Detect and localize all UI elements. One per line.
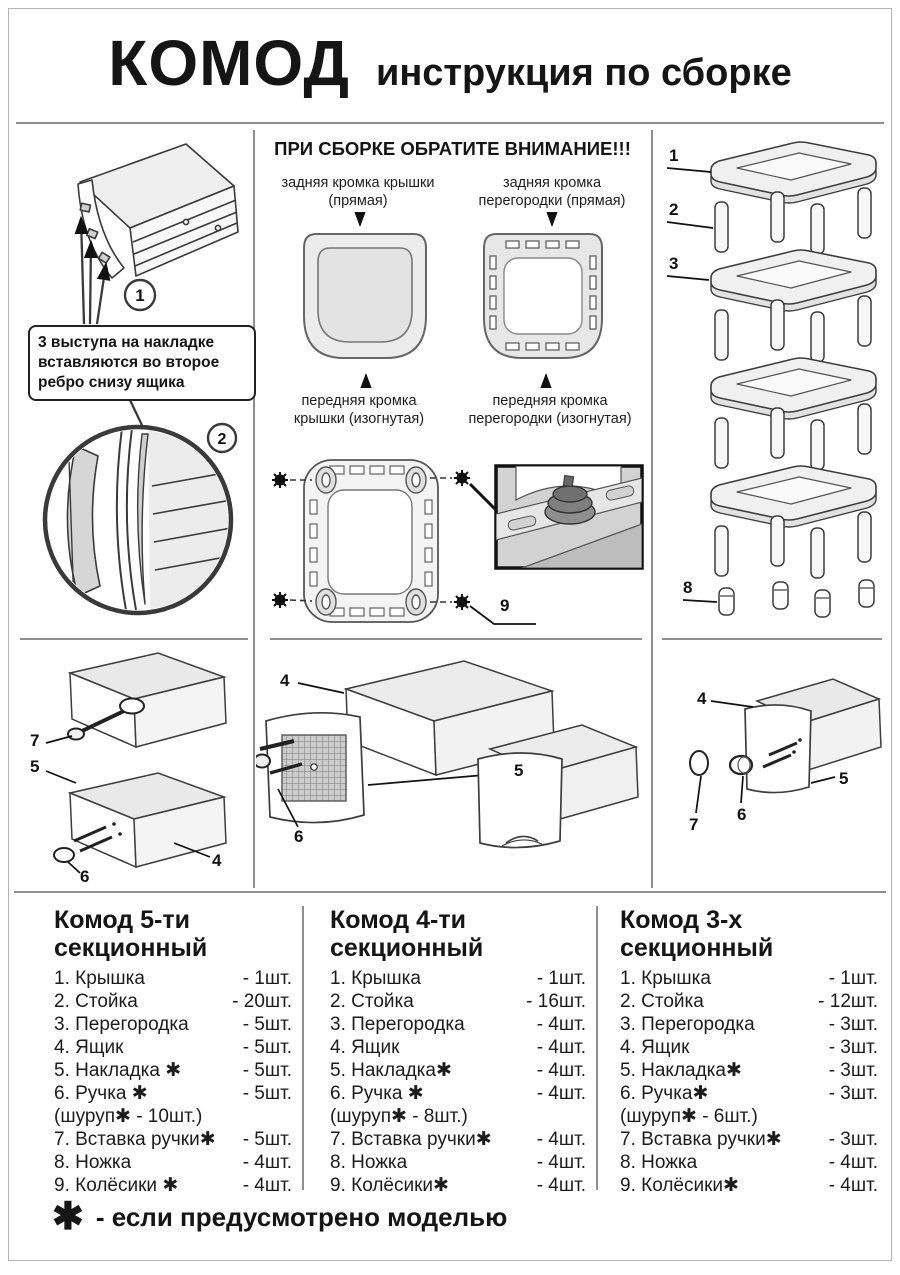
panel-overlay-detail — [18, 130, 252, 635]
part-label-9: 9 — [500, 596, 510, 615]
down-arrow-icon — [354, 212, 366, 230]
panel-drawers-left — [18, 645, 252, 887]
parts-list-item: (шуруп✱ - 6шт.) — [620, 1106, 758, 1127]
parts-list-item: 4. Ящик - 3шт. — [620, 1037, 878, 1058]
wheels-installation-drawing — [264, 448, 647, 633]
parts-list-3-section — [596, 900, 886, 1196]
part-label-2: 2 — [669, 200, 679, 219]
parts-list-title: Комод 5-ти секционный — [54, 906, 208, 962]
page-subtitle: инструкция по сборке — [375, 52, 792, 94]
part-label-7: 7 — [30, 731, 40, 750]
parts-list-item: 9. Колёсики✱ - 4шт. — [330, 1175, 586, 1196]
callout-note: 3 выступа на накладке вставляются во второе ребро снизу ящика — [28, 325, 256, 401]
part-label-6: 6 — [737, 805, 747, 824]
parts-list-item: 6. Ручка ✱ - 4шт. — [330, 1083, 586, 1104]
parts-lists — [14, 900, 886, 1196]
parts-list-item: 2. Стойка - 20шт. — [54, 991, 292, 1012]
part-label-7: 7 — [689, 815, 699, 834]
parts-list-item: 4. Ящик - 4шт. — [330, 1037, 586, 1058]
divider-lists-top — [14, 891, 886, 893]
parts-list-title: Комод 3-х секционный — [620, 906, 774, 962]
parts-list-item: 7. Вставка ручки✱ - 3шт. — [620, 1129, 878, 1150]
attention-heading: ПРИ СБОРКЕ ОБРАТИТЕ ВНИМАНИЕ!!! — [274, 138, 631, 159]
parts-list-item: 7. Вставка ручки✱ - 5шт. — [54, 1129, 292, 1150]
parts-list-items — [330, 967, 586, 1197]
up-arrow-icon — [540, 370, 552, 388]
parts-list-item: 6. Ручка✱ - 3шт. — [620, 1083, 878, 1104]
parts-list-item: 2. Стойка - 12шт. — [620, 991, 878, 1012]
panel-drawers-right — [653, 645, 889, 887]
parts-list-4-section — [302, 900, 596, 1196]
parts-list-item: 4. Ящик - 5шт. — [54, 1037, 292, 1058]
part-label-4: 4 — [280, 671, 290, 690]
caption-partition-back: задняя кромка перегородки (прямая) — [478, 175, 626, 210]
part-label-5: 5 — [30, 757, 40, 776]
panel-attention — [256, 130, 649, 635]
part-label-6: 6 — [294, 827, 304, 846]
divider-mid-left — [20, 638, 248, 640]
parts-list-items — [54, 967, 292, 1197]
part-label-5: 5 — [514, 761, 524, 780]
parts-list-item: 8. Ножка - 4шт. — [330, 1152, 586, 1173]
parts-list-item: 3. Перегородка - 3шт. — [620, 1014, 878, 1035]
footnote — [52, 1198, 507, 1236]
part-label-3: 3 — [669, 254, 679, 273]
parts-list-item: 5. Накладка ✱ - 5шт. — [54, 1060, 292, 1081]
divider-mid-center — [270, 638, 642, 640]
panel-exploded-frame — [653, 132, 889, 635]
parts-list-item: 1. Крышка - 1шт. — [620, 968, 878, 989]
header — [0, 26, 900, 100]
divider-left-column — [253, 130, 255, 888]
caption-partition-front: передняя кромка перегородки (изогнутая) — [468, 393, 632, 428]
parts-list-item: 2. Стойка - 16шт. — [330, 991, 586, 1012]
parts-list-5-section — [14, 900, 302, 1196]
parts-list-item: 3. Перегородка - 5шт. — [54, 1014, 292, 1035]
parts-list-item: (шуруп✱ - 8шт.) — [330, 1106, 468, 1127]
parts-list-item: 1. Крышка - 1шт. — [54, 968, 292, 989]
parts-list-item: 6. Ручка ✱ - 5шт. — [54, 1083, 292, 1104]
part-label-4: 4 — [212, 851, 222, 870]
asterisk-icon: ✱ — [52, 1196, 84, 1238]
parts-list-item: 8. Ножка - 4шт. — [620, 1152, 878, 1173]
down-arrow-icon — [546, 212, 558, 230]
drawers-right-drawing — [653, 645, 889, 887]
partition-shape-drawing — [480, 230, 606, 362]
parts-list-item: 3. Перегородка - 4шт. — [330, 1014, 586, 1035]
drawers-center-drawing — [256, 645, 649, 887]
caption-lid-front: передняя кромка крышки (изогнутая) — [293, 393, 425, 428]
part-label-1: 1 — [669, 146, 679, 165]
parts-list-item: 8. Ножка - 4шт. — [54, 1152, 292, 1173]
footnote-text: - если предусмотрено моделью — [95, 1201, 508, 1232]
parts-list-item: (шуруп✱ - 10шт.) — [54, 1106, 203, 1127]
lid-shape-drawing — [300, 230, 430, 362]
part-label-6: 6 — [80, 867, 90, 886]
part-label-8: 8 — [683, 578, 693, 597]
parts-list-item: 1. Крышка - 1шт. — [330, 968, 586, 989]
divider-mid-right — [662, 638, 882, 640]
parts-list-title: Комод 4-ти секционный — [330, 906, 484, 962]
step-2-number: 2 — [217, 431, 227, 448]
parts-list-item: 9. Колёсики✱ - 4шт. — [620, 1175, 878, 1196]
page-title: КОМОД — [108, 27, 350, 99]
caption-lid-back: задняя кромка крышки (прямая) — [281, 175, 435, 210]
part-label-4: 4 — [697, 689, 707, 708]
parts-list-item: 5. Накладка✱ - 3шт. — [620, 1060, 878, 1081]
up-arrow-icon — [360, 370, 372, 388]
parts-list-items — [620, 967, 878, 1197]
parts-list-item: 7. Вставка ручки✱ - 4шт. — [330, 1129, 586, 1150]
parts-list-item: 5. Накладка✱ - 4шт. — [330, 1060, 586, 1081]
step-1-number: 1 — [135, 286, 145, 305]
exploded-frame-drawing — [653, 132, 889, 635]
panel-drawers-center — [256, 645, 649, 887]
header-rule — [16, 122, 884, 124]
parts-list-item: 9. Колёсики ✱ - 4шт. — [54, 1175, 292, 1196]
part-label-5: 5 — [839, 769, 849, 788]
